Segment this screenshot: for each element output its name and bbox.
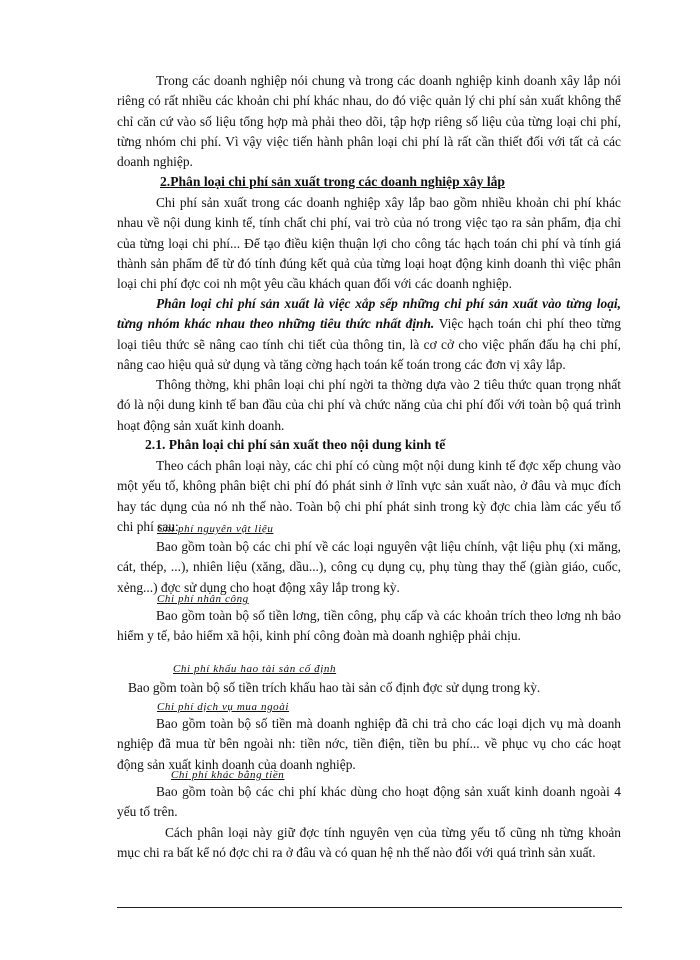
section-2-paragraph-3: Thông thờng, khi phân loại chi phí ngời ta thờng dựa vào 2 tiêu thức quan trọng nhất đó là nội dung kinh tế ban đầu của chi phí và chức năng của chi phí đối với toàn bộ quá trình hoạt động sản xuất kinh doanh.	[117, 377, 621, 433]
section-2-paragraph-1: Chi phí sản xuất trong các doanh nghiệp xây lắp bao gồm nhiều khoản chi phí khác nhau về nội dung kinh tế, tính chất chi phí, vai trò của nó trong việc tạo ra sản phẩm, địa chỉ của từng loại chi phí... Để tạo điều kiện thuận lợi cho công tác hạch toán chi phí và tính giá thành sản phẩm để từ đó tính đúng kết quả của từng loại hoạt động kinh doanh thì việc phân loại chi phí đợc coi nh một yêu cầu khách quan đối với các doanh nghiệp.	[117, 195, 621, 292]
item-3-title: Chi phí khấu hao tài sản cố định	[173, 663, 337, 675]
footer-rule	[117, 907, 622, 908]
item-2-desc: Bao gồm toàn bộ số tiền lơng, tiền công, phụ cấp và các khoản trích theo lơng nh bảo hiểm y tế, bảo hiểm xã hội, kinh phí công đoàn mà doanh nghiệp phải chịu.	[117, 608, 621, 644]
closing-paragraph: Cách phân loại này giữ đợc tính nguyên vẹn của từng yếu tố cũng nh từng khoản mục chi ra bất kể nó đợc chi ra ở đâu và có quan hệ nh thế nào đối với quá trình sản xuất.	[117, 825, 621, 861]
item-4-desc: Bao gồm toàn bộ số tiền mà doanh nghiệp đã chi trả cho các loại dịch vụ mà doanh nghiệp đã mua từ bên ngoài nh: tiền nớc, tiền điện, tiền bu phí... về phục vụ cho các hoạt động sản xuất kinh doanh của doanh nghiệp.	[117, 716, 621, 772]
item-4-title: Chi phí dịch vụ mua ngoài	[157, 701, 290, 713]
section-2-1-heading: 2.1. Phân loại chi phí sản xuất theo nội dung kinh tế	[145, 437, 446, 452]
item-2-title: Chi phí nhân công	[157, 593, 249, 605]
definition-rest: Việc hạch toán chi phí theo từng loại tiêu thức sẽ nâng cao tính chi tiết của thông tin, là cơ cở cho việc phấn đấu hạ chi phí, nâng cao hiệu quả sử dụng và tăng cờng hạch toán kế toán trong các đơn vị xây lắp.	[117, 316, 622, 372]
section-2-paragraph-2	[117, 294, 621, 375]
definition-lead: Phân loại chi phí sản xuất là việc xắp sếp những chi phí sản xuất vào từng loại, từng nhóm khác nhau theo những tiêu thức nhất định.	[117, 296, 621, 332]
section-2-1-paragraph: Theo cách phân loại này, các chi phí có cùng một nội dung kinh tế đợc xếp chung vào một yếu tố, không phân biệt chi phí đó phát sinh ở lĩnh vực sản xuất nào, ở đâu và mục đích hay tác dụng của nó nh thế nào. Toàn bộ chi phí phát sinh trong kỳ đợc chia làm các yếu tố chi phí sau:	[117, 458, 621, 534]
section-2-heading: 2.Phân loại chi phí sản xuất trong các doanh nghiệp xây lắp	[160, 174, 505, 189]
item-1-title: Chi phí nguyên vật liệu	[157, 523, 274, 535]
item-1-desc: Bao gồm toàn bộ các chi phí về các loại nguyên vật liệu chính, vật liệu phụ (xi măng, cát, thép, ...), nhiên liệu (xăng, dầu...), công cụ dụng cụ, phụ tùng thay thế (giàn giáo, cuốc, xẻng...) đợc sử dụng cho hoạt động xây lắp trong kỳ.	[117, 539, 621, 595]
intro-paragraph: Trong các doanh nghiệp nói chung và trong các doanh nghiệp kinh doanh xây lắp nói riêng có rất nhiều các khoản chi phí khác nhau, do đó việc quản lý chi phí sản xuất không thể chỉ căn cứ vào số liệu tổng hợp mà phải theo dõi, tập hợp riêng số liệu của từng loại chi phí, từng nhóm chi phí. Vì vậy việc tiến hành phân loại chi phí là rất cần thiết đối với tất cả các doanh nghiệp.	[117, 73, 621, 170]
item-5-title: Chi phí khác bằng tiền	[171, 769, 285, 781]
item-5-desc: Bao gồm toàn bộ các chi phí khác dùng cho hoạt động sản xuất kinh doanh ngoài 4 yếu tố trên.	[117, 784, 621, 820]
item-3-desc: Bao gồm toàn bộ số tiền trích khấu hao tài sản cố định đợc sử dụng trong kỳ.	[128, 680, 541, 695]
